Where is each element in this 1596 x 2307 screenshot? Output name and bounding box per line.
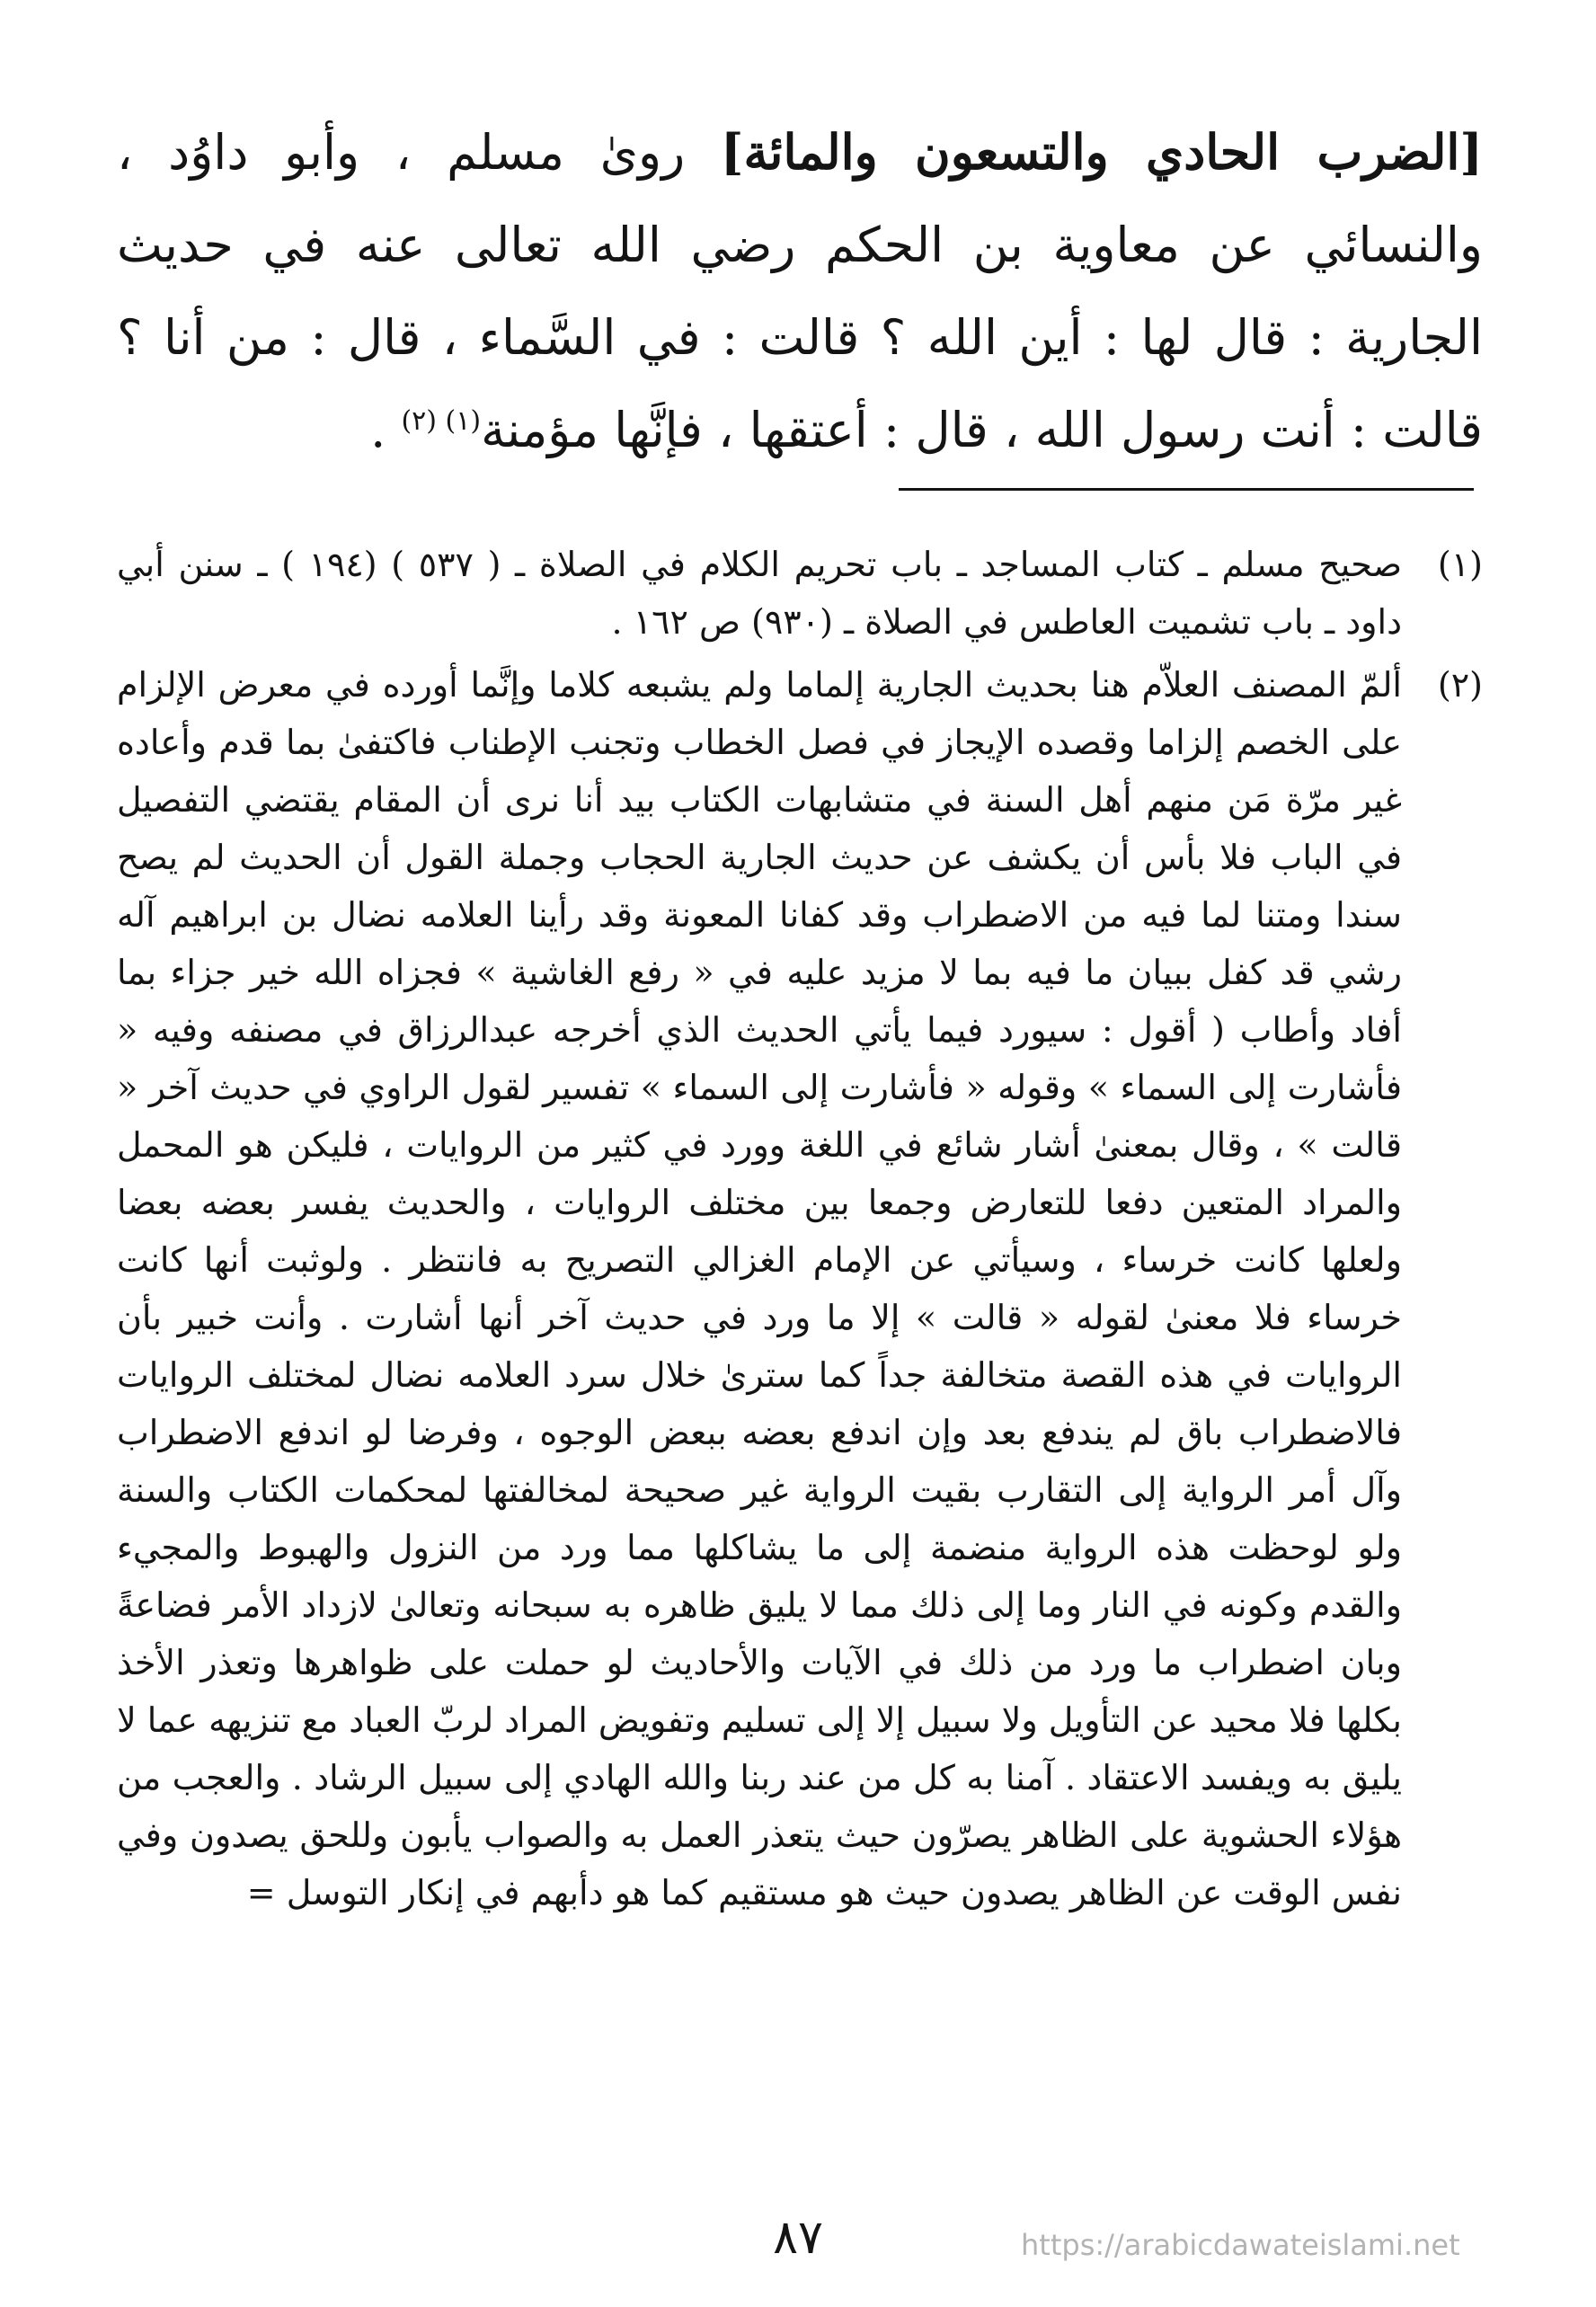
footnote-text: ألمّ المصنف العلاّم هنا بحديث الجارية إلماما ولم يشبعه كلاما وإنَّما أورده في معرض الإلزام على الخصم إلزاما وقصده الإيجاز في فصل الخطاب وتجنب الإطناب فاكتفىٰ بما قدم وأعاده غير مرّة مَن منهم أهل السنة في متشابهات الكتاب بيد أنا نرى أن المقام يقتضي التفصيل في الباب فلا بأس أن يكشف عن حديث الجارية الحجاب وجملة القول أن الحديث لم يصح سندا ومتنا لما فيه من الاضطراب وقد كفانا المعونة وقد رأينا العلامه نضال بن ابراهيم آله رشي قد كفل ببيان ما فيه بما لا مزيد عليه في « رفع الغاشية » فجزاه الله خير جزاء بما أفاد وأطاب ( أقول : سيورد فيما يأتي الحديث الذي أخرجه عبدالرزاق في مصنفه وفيه « فأشارت إلى السماء » وقوله « فأشارت إلى السماء » تفسير لقول الراوي في حديث آخر « قالت » ، وقال بمعنىٰ أشار شائع في اللغة وورد في كثير من الروايات ، فليكن هو المحمل والمراد المتعين دفعا للتعارض وجمعا بين مختلف الروايات ، والحديث يفسر بعضه بعضا ولعلها كانت خرساء ، وسيأتي عن الإمام الغزالي التصريح به فانتظر . ولوثبت أنها كانت خرساء فلا معنىٰ لقوله « قالت » إلا ما ورد في حديث آخر أنها أشارت . وأنت خبير بأن الروايات في هذه القصة متخالفة جداً كما سترىٰ خلال سرد العلامه نضال لمختلف الروايات فالاضطراب باق لم يندفع بعد وإن اندفع بعضه ببعض الوجوه ، وفرضا لو اندفع الاضطراب وآل أمر الرواية إلى التقارب بقيت الرواية غير صحيحة لمخالفتها لمحكمات الكتاب والسنة ولو لوحظت هذه الرواية منضمة إلى ما يشاكلها مما ورد من النزول والهبوط والمجيء والقدم وكونه في النار وما إلى ذلك مما لا يليق ظاهره به سبحانه وتعالىٰ لازداد الأمر فضاعةً وبان اضطراب ما ورد من ذلك في الآيات والأحاديث لو حملت على ظواهرها وتعذر الأخذ بكلها فلا محيد عن التأويل ولا سبيل إلا إلى تسليم وتفويض المراد لربّ العباد مع تنزيهه عما لا يليق به ويفسد الاعتقاد . آمنا به كل من عند ربنا والله الهادي إلى سبيل الرشاد . والعجب من هؤلاء الحشوية على الظاهر يصرّون حيث يتعذر العمل به والصواب يأبون وللحق يصدون وفي نفس الوقت عن الظاهر يصدون حيث هو مستقيم كما هو دأبهم في إنكار التوسل = xyxy=(117,665,1402,1912)
watermark-url: https://arabicdawateislami.net xyxy=(1021,2228,1460,2262)
page-number: ٨٧ xyxy=(773,2211,823,2265)
footnote-1 xyxy=(117,536,1483,651)
section-heading: [الضرب الحادي والتسعون والمائة] xyxy=(720,123,1483,181)
footnotes xyxy=(117,536,1483,1927)
hadith-text-end: . xyxy=(370,402,402,458)
footnote-separator xyxy=(899,488,1474,491)
footnote-2 xyxy=(117,656,1483,1921)
footnote-text: صحيح مسلم ـ كتاب المساجد ـ باب تحريم الكلام في الصلاة ـ ( ٥٣٧ ) (١٩٤ ) ـ سنن أبي داود ـ باب تشميت العاطس في الصلاة ـ (٩٣٠) ص ١٦٢ . xyxy=(117,545,1402,642)
main-text xyxy=(117,106,1483,476)
hadith-text: روىٰ مسلم ، وأبو داوُد ، والنسائي عن معاوية بن الحكم رضي الله تعالى عنه في حديث الجارية : قال لها : أين الله ؟ قالت : في السَّماء ، قال : من أنا ؟ قالت : أنت رسول الله ، قال : أعتقها ، فإنَّها مؤمنة xyxy=(117,124,1483,458)
footnote-number: (٢) xyxy=(1437,665,1483,705)
footnote-number: (١) xyxy=(1437,545,1483,584)
footnote-references: (١) (٢) xyxy=(401,405,482,437)
